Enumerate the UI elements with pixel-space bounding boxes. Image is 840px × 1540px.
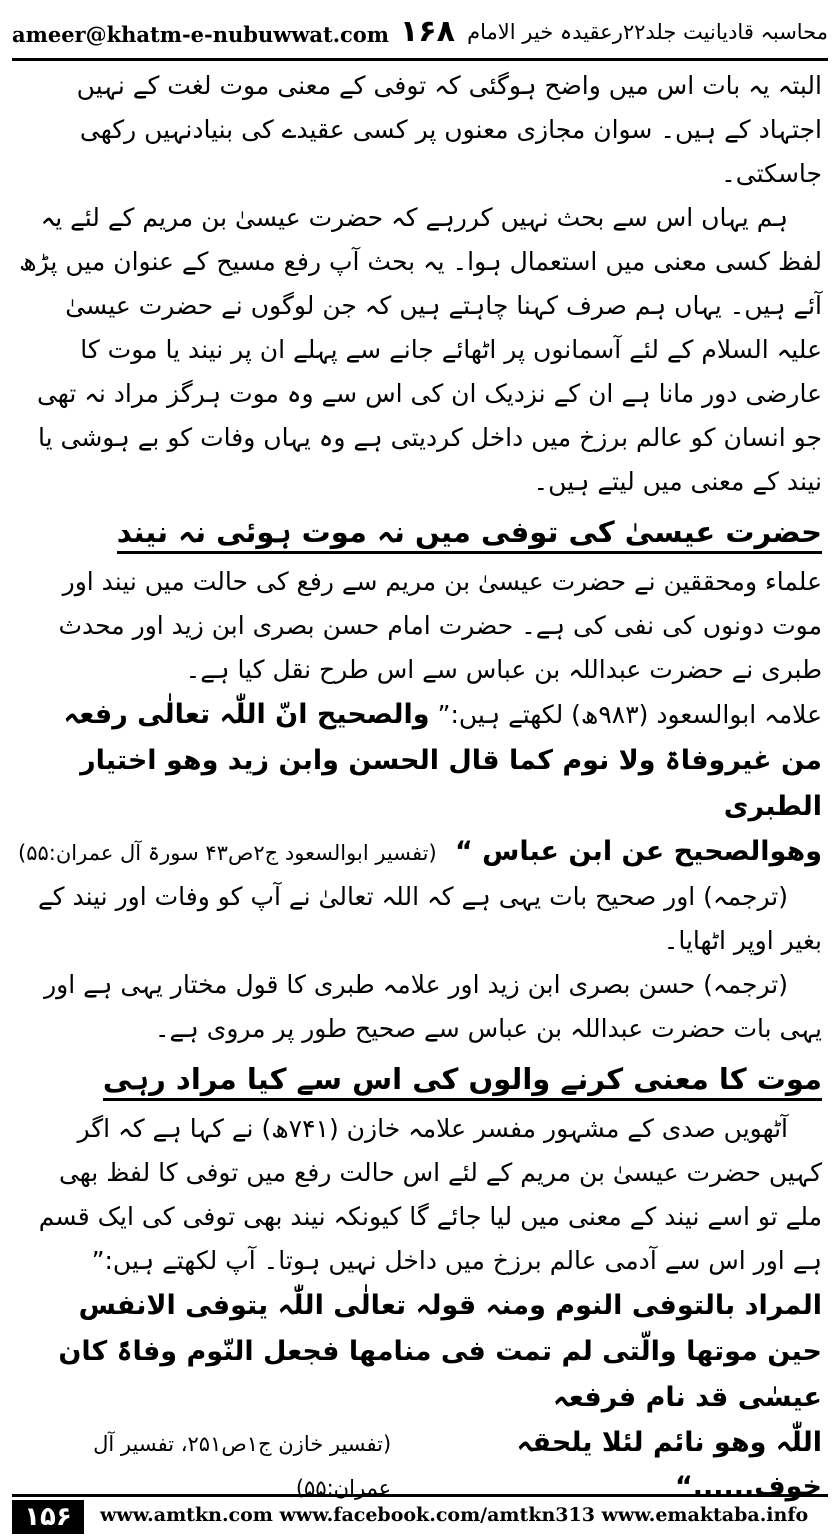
footer-links: www.amtkn.com www.facebook.com/amtkn313 www.emaktaba.info [100,1504,809,1526]
section-heading-1 [18,504,822,560]
page-footer [12,1500,828,1536]
page-body [18,64,822,1510]
translation-1: (ترجمہ) اور صحیح بات یہی ہے کہ اللہ تعالیٰ نے آپ کو وفات اور نیند کے بغیر اوپر اٹھایا۔ [37,882,822,955]
quote-2-citation: (تفسیر خازن ج۱ص۲۵۱، تفسیر آل عمران:۵۵) [93,1432,392,1500]
header-rule [12,58,828,61]
section-heading-2-text: موت کا معنی کرنے والوں کی اس سے کیا مراد رہی [103,1062,822,1101]
quote-2-arabic-b: اللّٰہ وھو نائم لئلا یلحقہ خوف......“ [516,1427,822,1502]
header-email: ameer@khatm-e-nubuwwat.com [12,22,390,47]
quote-1-arabic-b: وھوالصحیح عن ابن عباس “ [454,836,822,867]
paragraph-3: علماء ومحققین نے حضرت عیسیٰ بن مریم سے رفع کی حالت میں نیند اور موت دونوں کی نفی کی ہے۔ حضرت امام حسن بصری ابن زید اور محدث طبری نے حضرت عبداللہ بن عباس سے اس طرح نقل کیا ہے۔ [58,567,822,684]
footer-rule [12,1494,828,1497]
paragraph-1: البتہ یہ بات اس میں واضح ہوگئی کہ توفی کے معنی موت لغت کے نہیں اجتہاد کے ہیں۔ سوان مجازی معنوں پر کسی عقیدے کی بنیادنہیں رکھی جاسکتی۔ [76,71,822,188]
translation-2: (ترجمہ) حسن بصری ابن زید اور علامہ طبری کا قول مختار یہی ہے اور یہی بات حضرت عبداللہ بن عباس سے صحیح طور پر مروی ہے۔ [44,970,822,1043]
section-heading-1-text: حضرت عیسیٰ کی توفی میں نہ موت ہوئی نہ نیند [117,515,822,554]
quote-1-intro-line [18,692,822,830]
header-page-number: ۱۶۸ [400,14,455,49]
page-header [12,10,828,56]
quote-2-arabic-a: المراد بالتوفی النوم ومنہ قولہ تعالٰی اللّٰہ یتوفی الانفس حین موتھا والّتی لم تمت فی منامھا فجعل النّوم وفاۃً کان عیسٰی قد نام فرفعہ [58,1290,822,1413]
footer-page-number: ۱۵۶ [12,1500,84,1534]
paragraph-4: آٹھویں صدی کے مشہور مفسر علامہ خازن (۷۴۱ھ) نے کہا ہے کہ اگر کہیں حضرت عیسیٰ بن مریم کے لئے اس حالت رفع میں توفی کا لفظ بھی ملے تو اسے نیند کے معنی میں لیا جائے گا کیونکہ نیند بھی توفی کی ایک قسم ہے اور اس سے آدمی عالم برزخ میں داخل نہیں ہوتا۔ آپ لکھتے ہیں:” [38,1114,822,1275]
quote-1-citation: (تفسیر ابوالسعود ج۲ص۴۳ سورۃ آل عمران:۵۵) [18,841,437,865]
quote-1-end-line [18,830,822,875]
quote-1-arabic-a: والصحیح انّ اللّٰہ تعالٰی رفعہ من غیروفاۃ ولا نوم کما قال الحسن وابن زید وھو اختیار الطبری [63,699,822,822]
quote-1-intro: علامہ ابوالسعود (۹۸۳ھ) لکھتے ہیں:” [437,700,822,729]
header-book-title: محاسبہ قادیانیت جلد۲۲رعقیدہ خیر الامام [467,20,828,44]
section-heading-2 [18,1051,822,1107]
paragraph-2: ہم یہاں اس سے بحث نہیں کررہے کہ حضرت عیسیٰ بن مریم کے لئے یہ لفظ کسی معنی میں استعمال ہوا۔ یہ بحث آپ رفع مسیح کے عنوان میں پڑھ آئے ہیں۔ یہاں ہم صرف کہنا چاہتے ہیں کہ جن لوگوں نے حضرت عیسیٰ علیہ السلام کے لئے آسمانوں پر اٹھائے جانے سے پہلے ان پر نیند یا موت کا عارضی دور مانا ہے ان کے نزدیک ان کی اس سے وہ موت ہرگز مراد نہ تھی جو انسان کو عالم برزخ میں داخل کردیتی ہے وہ یہاں وفات کو بے ہوشی یا نیند کے معنی میں لیتے ہیں۔ [19,203,822,496]
